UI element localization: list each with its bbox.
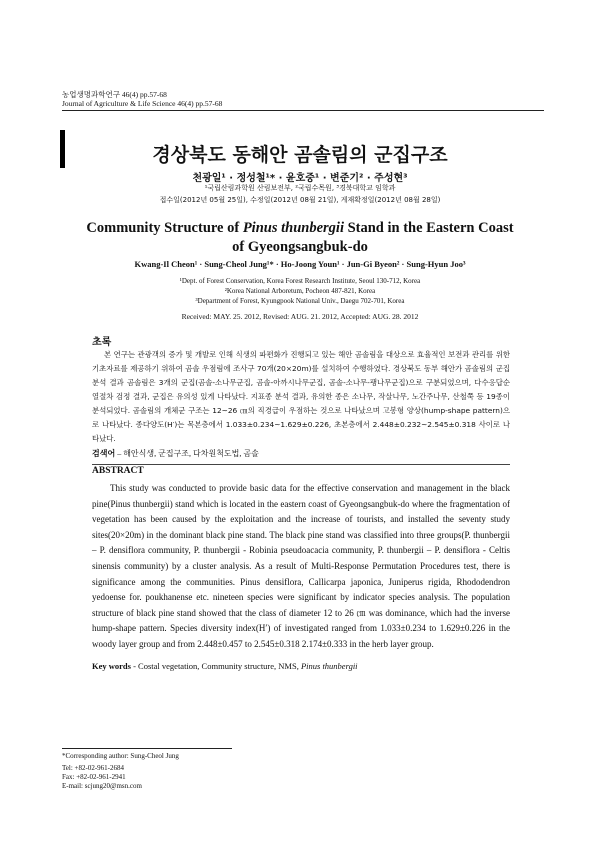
keywords-en-text: - Costal vegetation, Community structure, NMS, xyxy=(130,661,301,671)
title-english-species: Pinus thunbergii xyxy=(242,220,344,236)
affiliations-korean: ¹국립산림과학원 산림보전부, ²국립수목원, ³경북대학교 임학과 xyxy=(204,184,396,192)
affiliation-en-2: ²Korea National Arboretum, Pocheon 487-821, Korea xyxy=(224,287,376,295)
abstract-english: This study was conducted to provide basic data for the effective conservation and management in the black pine(Pinus thunbergii) stand which is located in the eastern coast of Gyeongsangbuk-do where the fragmentation of vegetation has been caused by the exploitation and the increase of tourists, and installed the seventy study sites(20×20m) in the dominant black pine stand. The black pine stand was classified into three groups(P. thunbergii – P. densiflora community, P. thunbergii - Robinia pseudoacacia community, P. thunbergii – P. densiflora - Celtis sinensis community) by a cluster analysis. As a result of Multi-Response Permutation Procedures test, there is significance among the communities. Pinus densiflora, Callicarpa japonica, Juniperus rigida, Rhododendron yedoense for. poukhanense etc. nineteen species were significant by indicator species analysis. The population structure of black pine stand showed that the class of diameter 12 to 26 ㎝ was dominance, which had the inverse hump-shape pattern. Species diversity index(H′) of investigated ranged from 1.033±0.234 to 1.629±0.226 in the woody layer group and from 2.448±0.457 to 2.545±0.318 2.174±0.333 in the herb layer group. xyxy=(92,483,510,649)
journal-citation-en: Journal of Agriculture & Life Science 46(4) pp.57-68 xyxy=(62,99,223,108)
affiliation-en-3: ³Department of Forest, Kyungpook National Univ., Daegu 702-701, Korea xyxy=(195,297,405,305)
title-english xyxy=(0,219,600,257)
keywords-en-label: Key words xyxy=(92,661,131,671)
title-english-part1: Community Structure of xyxy=(86,220,243,236)
authors-english: Kwang-Il Cheon¹ · Sung-Cheol Jung¹* · Ho-Joong Youn¹ · Jun-Gi Byeon² · Sung-Hyun Joo³ xyxy=(134,259,466,269)
dates-korean: 접수일(2012년 05월 25일), 수정일(2012년 08월 21일), 게재확정일(2012년 08월 28일) xyxy=(159,196,441,204)
abstract-en-heading: ABSTRACT xyxy=(92,466,144,476)
dates-english: Received: MAY. 25. 2012, Revised: AUG. 21. 2012, Accepted: AUG. 28. 2012 xyxy=(181,312,419,321)
keywords-ko-text: – 해안식생, 군집구조, 다차원척도법, 곰솔 xyxy=(115,449,259,458)
footnote-corresponding: *Corresponding author: Sung-Cheol Jung xyxy=(62,752,179,760)
keywords-ko-label: 검색어 xyxy=(92,449,116,458)
journal-citation-ko: 농업생명과학연구 46(4) pp.57-68 xyxy=(62,90,167,99)
keywords-en-species: Pinus thunbergii xyxy=(300,661,358,671)
authors-korean: 천광일¹ · 정성철¹* · 윤호중¹ · 변준기² · 주성현³ xyxy=(192,173,408,184)
footnote-divider xyxy=(62,748,232,749)
abstract-korean: 본 연구는 관광객의 증가 및 개발로 인해 식생의 파편화가 진행되고 있는 해안 곰솔림을 대상으로 효율적인 보전과 관리를 위한 기초자료를 제공하기 위하여 곰솔 우점림에 조사구 70개(20×20m)를 설치하여 수행하였다. 경상북도 동부 해안가 곰솔림의 군집분석 결과 곰솔림은 3개의 군집(곰솔-소나무군집, 곰솔-아까시나무군집, 곰솔-소나무-팽나무군집)으로 구분되었으며, 다수응답순열절차 검정 결과, 군집은 유의성 있게 나타났다. 지표종 분석 결과, 유의한 종은 소나무, 작살나무, 노간주나무, 산철쭉 등 19종이 분석되었다. 곰솔림의 개체군 구조는 12~26 ㎝의 직경급이 우점하는 것으로 나타났으며 고봉형 양상(hump-shape pattern)으로 나타났다. 종다양도(H′)는 목본층에서 1.033±0.234~1.629±0.226, 초본층에서 2.448±0.232~2.545±0.318 사이로 나타났다. xyxy=(92,350,510,443)
title-korean: 경상북도 동해안 곰솔림의 군집구조 xyxy=(152,144,448,166)
keywords-english xyxy=(92,661,358,671)
header-divider xyxy=(62,110,544,111)
title-english-part2: Stand in the Eastern Coast of Gyeongsangbuk-do xyxy=(232,220,514,255)
footnote-tel: Tel: +82-02-961-2684 xyxy=(62,764,124,772)
footnote-fax: Fax: +82-02-961-2941 xyxy=(62,773,126,781)
affiliation-en-1: ¹Dept. of Forest Conservation, Korea Forest Research Institute, Seoul 130-712, Korea xyxy=(179,277,421,285)
abstract-ko-heading: 초록 xyxy=(92,337,112,348)
keywords-korean xyxy=(92,448,259,459)
section-divider xyxy=(92,464,510,465)
footnote-email: E-mail: scjung20@msn.com xyxy=(62,782,142,790)
